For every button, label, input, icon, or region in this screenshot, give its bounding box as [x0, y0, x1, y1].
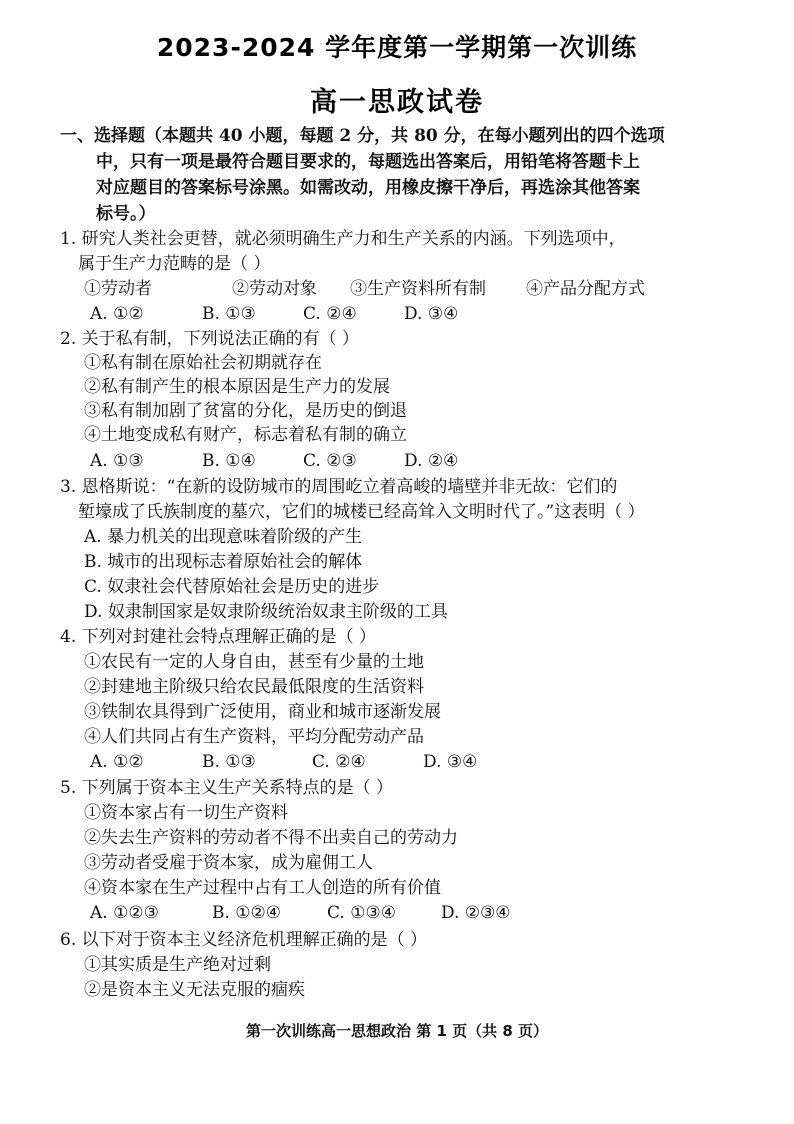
- section-instruction-line: 一、选择题（本题共 40 小题，每题 2 分，共 80 分，在每小题列出的四个选项: [60, 126, 665, 146]
- question-4-option: C. ②④: [312, 752, 366, 772]
- question-1-item: ②劳动对象: [232, 279, 317, 299]
- question-2-item: ②私有制产生的根本原因是生产力的发展: [84, 377, 390, 397]
- question-1-item: ④产品分配方式: [526, 279, 645, 299]
- question-5-option: A. ①②③: [90, 903, 159, 923]
- question-4-item: ①农民有一定的人身自由，甚至有少量的土地: [84, 652, 424, 672]
- question-2-option: B. ①④: [202, 451, 256, 471]
- question-4-item: ②封建地主阶级只给农民最低限度的生活资料: [84, 677, 424, 697]
- question-4-item: ③铁制农具得到广泛使用，商业和城市逐渐发展: [84, 702, 441, 722]
- question-1-stem: 1. 研究人类社会更替，就必须明确生产力和生产关系的内涵。下列选项中，: [60, 229, 626, 249]
- section-instruction-line: 对应题目的答案标号涂黑。如需改动，用橡皮擦干净后，再选涂其他答案: [96, 178, 640, 198]
- question-1-item: ①劳动者: [84, 279, 152, 299]
- question-2-item: ③私有制加剧了贫富的分化，是历史的倒退: [84, 401, 407, 421]
- question-6-item: ①其实质是生产绝对过剩: [84, 955, 271, 975]
- question-1-option: A. ①②: [90, 304, 144, 324]
- question-3-stem: 3. 恩格斯说：“在新的设防城市的周围屹立着高峻的墙壁并非无故：它们的: [60, 477, 618, 497]
- question-6-item: ②是资本主义无法克服的痼疾: [84, 980, 305, 1000]
- question-1-option: C. ②④: [303, 304, 357, 324]
- question-3-stem: 堑壕成了氏族制度的墓穴，它们的城楼已经高耸入文明时代了。”这表明（ ）: [78, 502, 645, 522]
- question-2-item: ①私有制在原始社会初期就存在: [84, 353, 322, 373]
- question-5-option: B. ①②④: [212, 903, 282, 923]
- question-4-stem: 4. 下列对封建社会特点理解正确的是（ ）: [60, 627, 377, 647]
- question-5-item: ④资本家在生产过程中占有工人创造的所有价值: [84, 878, 441, 898]
- question-3-option: C. 奴隶社会代替原始社会是历史的进步: [84, 577, 380, 597]
- question-2-option: C. ②③: [303, 451, 357, 471]
- page-footer: 第一次训练高一思想政治 第 1 页（共 8 页）: [246, 1022, 548, 1040]
- question-3-option: A. 暴力机关的出现意味着阶级的产生: [84, 527, 363, 547]
- section-instruction-line: 标号。）: [96, 204, 156, 224]
- exam-title: 2023-2024 学年度第一学期第一次训练: [156, 33, 638, 62]
- question-4-option: D. ③④: [423, 752, 478, 772]
- question-6-stem: 6. 以下对于资本主义经济危机理解正确的是（ ）: [60, 930, 428, 950]
- question-5-option: C. ①③④: [327, 903, 396, 923]
- question-2-option: D. ②④: [404, 451, 459, 471]
- question-4-option: B. ①③: [202, 752, 256, 772]
- section-instruction-line: 中，只有一项是最符合题目要求的，每题选出答案后，用铅笔将答题卡上: [96, 152, 640, 172]
- question-4-item: ④人们共同占有生产资料，平均分配劳动产品: [84, 727, 424, 747]
- question-1-stem: 属于生产力范畴的是（ ）: [78, 254, 271, 274]
- question-2-item: ④土地变成私有财产，标志着私有制的确立: [84, 425, 407, 445]
- question-1-option: D. ③④: [404, 304, 459, 324]
- question-5-stem: 5. 下列属于资本主义生产关系特点的是（ ）: [60, 778, 394, 798]
- question-5-item: ③劳动者受雇于资本家，成为雇佣工人: [84, 853, 373, 873]
- question-5-option: D. ②③④: [441, 903, 511, 923]
- question-1-item: ③生产资料所有制: [350, 279, 486, 299]
- question-2-stem: 2. 关于私有制，下列说法正确的有（ ）: [60, 329, 360, 349]
- question-3-option: B. 城市的出现标志着原始社会的解体: [84, 552, 363, 572]
- question-5-item: ①资本家占有一切生产资料: [84, 803, 288, 823]
- question-4-option: A. ①②: [90, 752, 144, 772]
- question-1-option: B. ①③: [202, 304, 256, 324]
- question-3-option: D. 奴隶制国家是奴隶阶级统治奴隶主阶级的工具: [84, 602, 448, 622]
- question-5-item: ②失去生产资料的劳动者不得不出卖自己的劳动力: [84, 828, 458, 848]
- exam-subtitle: 高一思政试卷: [310, 87, 484, 118]
- question-2-option: A. ①③: [90, 451, 144, 471]
